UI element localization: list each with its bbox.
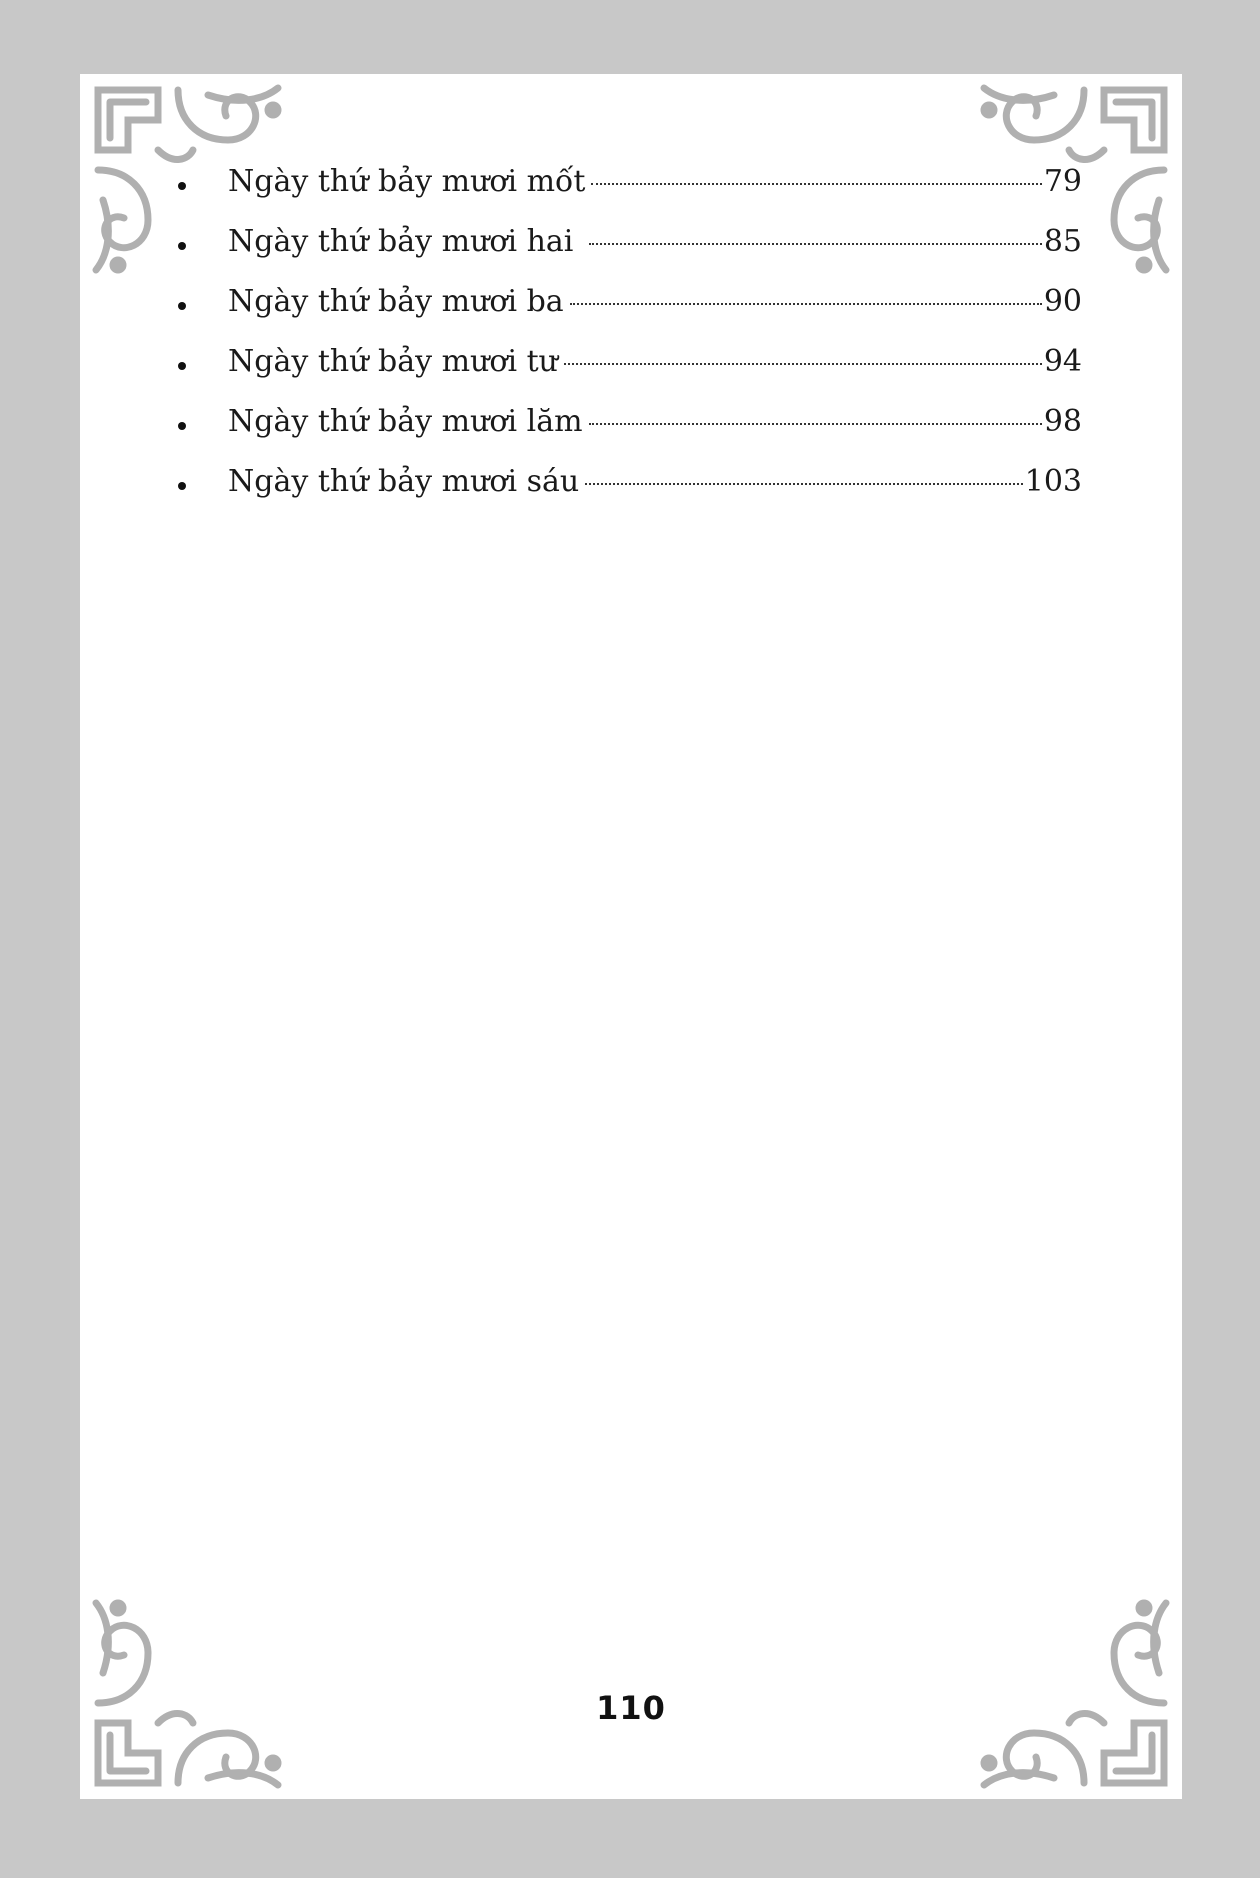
toc-entry-page: 79 <box>1043 164 1082 199</box>
toc-entry[interactable] <box>178 404 1082 464</box>
dot-leader <box>589 423 1042 425</box>
dot-leader <box>570 303 1042 305</box>
bullet-icon <box>178 242 186 250</box>
bullet-icon <box>178 362 186 370</box>
bullet-icon <box>178 302 186 310</box>
toc-entry[interactable] <box>178 344 1082 404</box>
dot-leader <box>564 363 1042 365</box>
dot-leader <box>585 483 1023 485</box>
toc-entry-title: Ngày thứ bảy mươi mốt <box>228 164 586 199</box>
toc-entry-page: 98 <box>1043 404 1082 439</box>
toc-entry-page: 103 <box>1024 464 1082 499</box>
toc-entry[interactable] <box>178 224 1082 284</box>
toc-entry-title: Ngày thứ bảy mươi sáu <box>228 464 580 499</box>
bullet-icon <box>178 422 186 430</box>
toc-entry-page: 90 <box>1043 284 1082 319</box>
toc-entry-title: Ngày thứ bảy mươi hai <box>228 224 583 259</box>
toc-entry-title: Ngày thứ bảy mươi tư <box>228 344 558 379</box>
page-number: 110 <box>596 1689 666 1727</box>
toc-entry[interactable] <box>178 284 1082 344</box>
dot-leader <box>591 183 1041 185</box>
toc-entry-title: Ngày thứ bảy mươi lăm <box>228 404 583 439</box>
toc-entry-page: 85 <box>1043 224 1082 259</box>
toc-entry-title: Ngày thứ bảy mươi ba <box>228 284 564 319</box>
bullet-icon <box>178 482 186 490</box>
bullet-icon <box>178 182 186 190</box>
toc-entry[interactable] <box>178 164 1082 224</box>
toc-entry-page: 94 <box>1043 344 1082 379</box>
document-page <box>80 74 1182 1799</box>
toc-entry[interactable] <box>178 464 1082 524</box>
dot-leader <box>589 243 1042 245</box>
table-of-contents <box>178 164 1082 524</box>
